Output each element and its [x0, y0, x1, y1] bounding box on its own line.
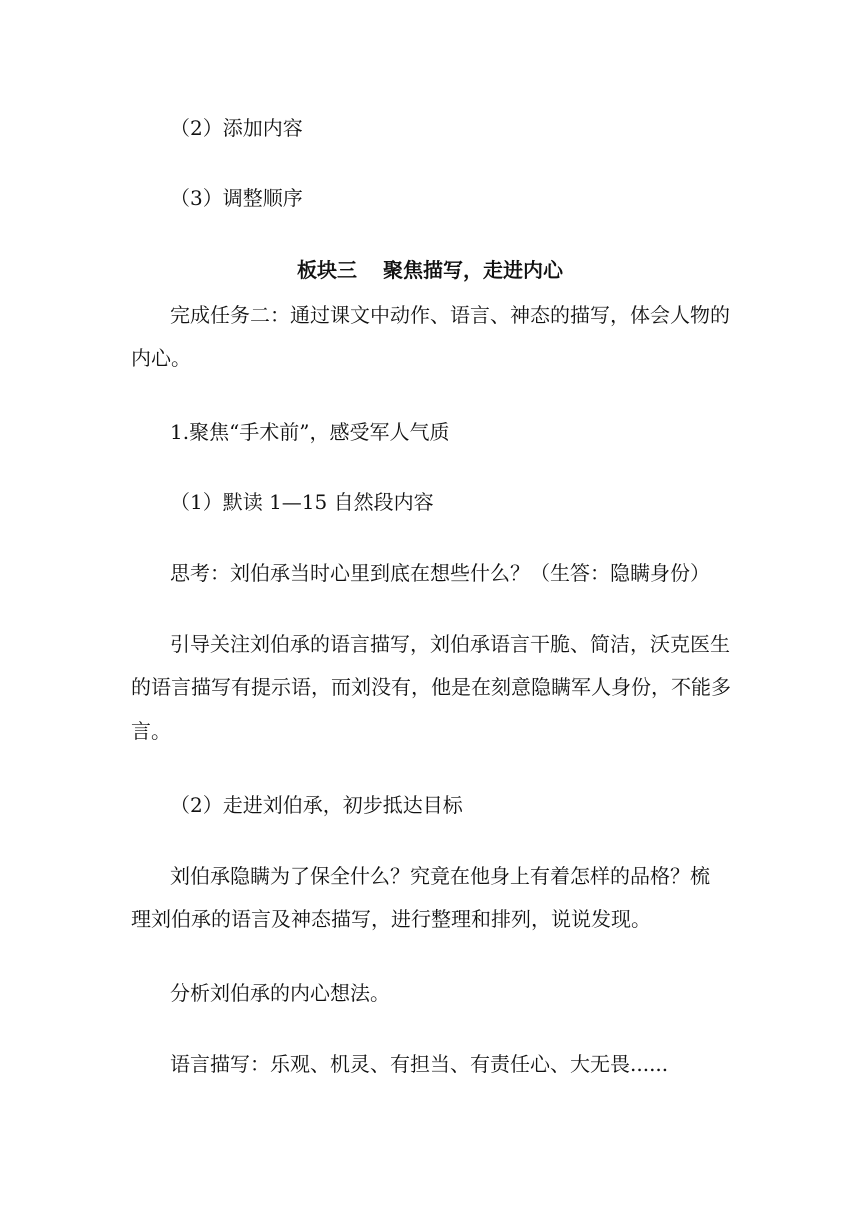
paragraph-language-description: 语言描写：乐观、机灵、有担当、有责任心、大无畏......: [170, 1052, 669, 1076]
paragraph-question-line2: 理刘伯承的语言及神态描写，进行整理和排列，说说发现。: [131, 907, 651, 931]
section-heading: [0, 258, 860, 282]
section-heading-label: 板块三: [297, 258, 357, 282]
list-item-silent-reading: （1）默读 1—15 自然段内容: [170, 490, 434, 514]
section-heading-title: 聚焦描写，走进内心: [383, 258, 563, 282]
paragraph-analyze: 分析刘伯承的内心想法。: [170, 981, 390, 1005]
list-item-add-content: （2）添加内容: [170, 116, 303, 140]
paragraph-guide-line3: 言。: [131, 719, 171, 743]
subheading-focus-before-surgery: 1.聚焦“手术前”，感受军人气质: [170, 420, 450, 444]
paragraph-guide-line1: 引导关注刘伯承的语言描写，刘伯承语言干脆、简洁，沃克医生: [170, 632, 730, 656]
paragraph-guide-line2: 的语言描写有提示语，而刘没有，他是在刻意隐瞒军人身份，不能多: [131, 675, 731, 699]
list-item-adjust-order: （3）调整顺序: [170, 186, 303, 210]
list-item-approach: （2）走进刘伯承，初步抵达目标: [170, 793, 463, 817]
paragraph-question-line1: 刘伯承隐瞒为了保全什么？究竟在他身上有着怎样的品格？梳: [170, 864, 710, 888]
paragraph-task2-line1: 完成任务二：通过课文中动作、语言、神态的描写，体会人物的: [170, 303, 730, 327]
paragraph-think: 思考：刘伯承当时心里到底在想些什么？（生答：隐瞒身份）: [170, 561, 710, 585]
paragraph-task2-line2: 内心。: [131, 346, 191, 370]
